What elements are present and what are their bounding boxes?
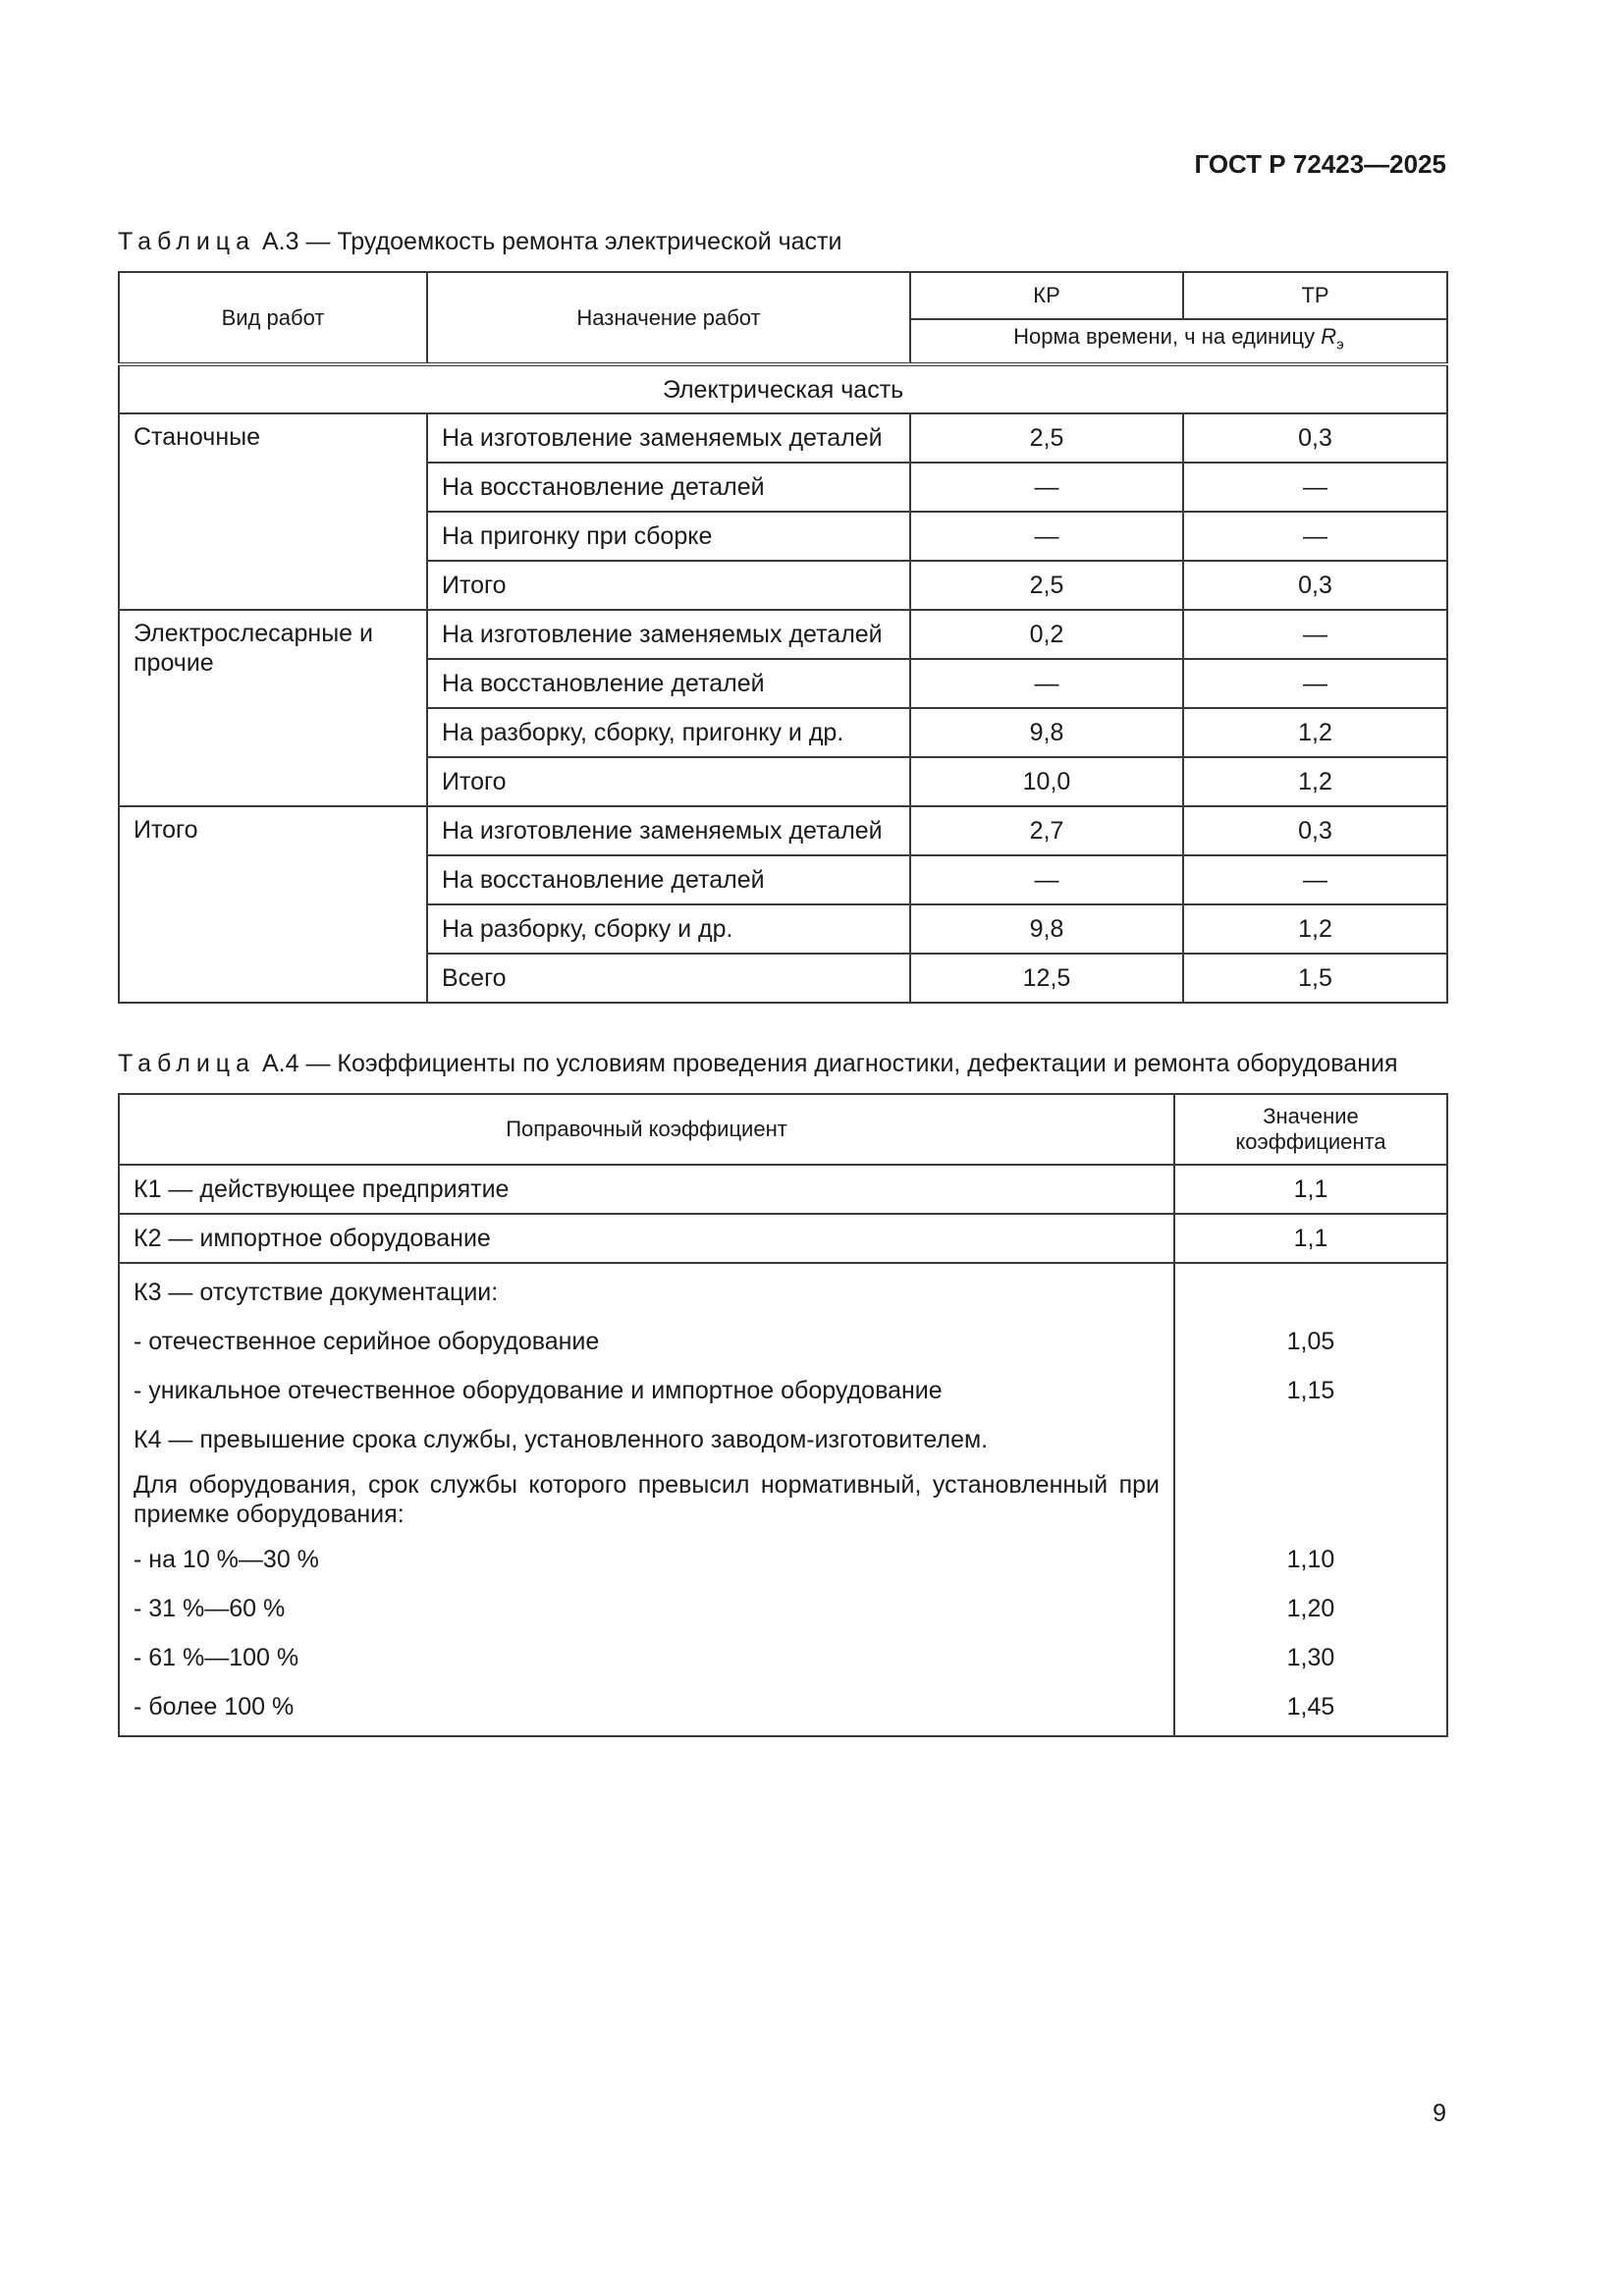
- factor-line: - более 100 %: [134, 1693, 295, 1721]
- factor-cell: К2 — импортное оборудование: [119, 1214, 1174, 1263]
- factor-list-cell: [119, 1263, 1174, 1736]
- purpose-cell: На изготовление заменяемых деталей: [427, 806, 910, 855]
- table-row: [119, 1214, 1447, 1263]
- purpose-cell: На разборку, сборку, пригонку и др.: [427, 708, 910, 757]
- factor-cell: К1 — действующее предприятие: [119, 1165, 1174, 1214]
- tr-cell: —: [1183, 855, 1447, 904]
- purpose-cell: На разборку, сборку и др.: [427, 904, 910, 954]
- factor-line: К4 — превышение срока службы, установленного заводом-изготовителем.: [134, 1426, 989, 1453]
- col-header-work-type: Вид работ: [119, 272, 427, 364]
- table-row: [119, 413, 1447, 463]
- col-header-norm: [910, 319, 1447, 364]
- tr-cell: 0,3: [1183, 561, 1447, 610]
- factor-line: К3 — отсутствие документации:: [134, 1279, 499, 1306]
- table-row: [119, 806, 1447, 855]
- norm-label: Норма времени, ч на единицу: [1013, 324, 1322, 350]
- factor-line: - 31 %—60 %: [134, 1595, 286, 1622]
- kr-cell: 10,0: [910, 757, 1183, 806]
- tr-cell: 0,3: [1183, 806, 1447, 855]
- kr-cell: 2,5: [910, 561, 1183, 610]
- purpose-cell: На восстановление деталей: [427, 659, 910, 708]
- kr-cell: —: [910, 659, 1183, 708]
- purpose-cell: На восстановление деталей: [427, 463, 910, 512]
- value-cell: 1,1: [1174, 1214, 1447, 1263]
- factor-line: - 61 %—100 %: [134, 1644, 299, 1671]
- tr-cell: 0,3: [1183, 413, 1447, 463]
- tr-cell: 1,2: [1183, 904, 1447, 954]
- group-name: Станочные: [119, 413, 427, 610]
- caption-prefix: Таблица: [118, 228, 256, 255]
- table-a4: [118, 1093, 1448, 1737]
- purpose-cell: Всего: [427, 954, 910, 1003]
- norm-unit-sub: э: [1336, 336, 1344, 354]
- table-a4-caption: [118, 1050, 1398, 1078]
- value-line: 1,15: [1286, 1377, 1335, 1404]
- factor-line: - уникальное отечественное оборудование и импортное оборудование: [134, 1377, 943, 1404]
- caption-text: А.3 — Трудоемкость ремонта электрической части: [255, 228, 842, 255]
- section-label: Электрическая часть: [119, 364, 1447, 413]
- kr-cell: 0,2: [910, 610, 1183, 659]
- tr-cell: 1,2: [1183, 757, 1447, 806]
- group-name: Электрослесарные и прочие: [119, 610, 427, 806]
- purpose-cell: Итого: [427, 757, 910, 806]
- kr-cell: 2,5: [910, 413, 1183, 463]
- caption-prefix: Таблица: [118, 1050, 256, 1077]
- value-line: [1189, 1415, 1433, 1464]
- purpose-cell: На пригонку при сборке: [427, 512, 910, 561]
- tr-cell: —: [1183, 463, 1447, 512]
- kr-cell: 2,7: [910, 806, 1183, 855]
- document-code: ГОСТ Р 72423—2025: [1194, 149, 1446, 179]
- purpose-cell: Итого: [427, 561, 910, 610]
- tr-cell: —: [1183, 512, 1447, 561]
- value-line: 1,20: [1286, 1595, 1335, 1622]
- table-row: [119, 1263, 1447, 1736]
- table-row: [119, 610, 1447, 659]
- col-header-factor: Поправочный коэффициент: [119, 1094, 1174, 1165]
- kr-cell: —: [910, 512, 1183, 561]
- kr-cell: 12,5: [910, 954, 1183, 1003]
- value-line: [1189, 1464, 1433, 1535]
- value-cell: 1,1: [1174, 1165, 1447, 1214]
- kr-cell: —: [910, 855, 1183, 904]
- value-line: 1,10: [1286, 1546, 1335, 1573]
- factor-line: - на 10 %—30 %: [134, 1546, 319, 1573]
- purpose-cell: На изготовление заменяемых деталей: [427, 413, 910, 463]
- purpose-cell: На восстановление деталей: [427, 855, 910, 904]
- kr-cell: 9,8: [910, 708, 1183, 757]
- tr-cell: —: [1183, 659, 1447, 708]
- col-header-purpose: Назначение работ: [427, 272, 910, 364]
- value-line: [1189, 1268, 1433, 1317]
- value-line: 1,05: [1286, 1328, 1335, 1355]
- page-number: 9: [1433, 2100, 1446, 2127]
- purpose-cell: На изготовление заменяемых деталей: [427, 610, 910, 659]
- caption-text: А.4 — Коэффициенты по условиям проведения диагностики, дефектации и ремонта оборудования: [255, 1050, 1398, 1077]
- value-list-cell: [1174, 1263, 1447, 1736]
- tr-cell: 1,5: [1183, 954, 1447, 1003]
- kr-cell: 9,8: [910, 904, 1183, 954]
- factor-line: - отечественное серийное оборудование: [134, 1328, 600, 1355]
- table-row: [119, 1165, 1447, 1214]
- tr-cell: —: [1183, 610, 1447, 659]
- group-name: Итого: [119, 806, 427, 1003]
- value-line: 1,30: [1286, 1644, 1335, 1671]
- col-header-tr: ТР: [1183, 272, 1447, 319]
- norm-unit-letter: R: [1321, 324, 1337, 350]
- table-a3: [118, 271, 1448, 1004]
- value-line: 1,45: [1286, 1693, 1335, 1721]
- kr-cell: —: [910, 463, 1183, 512]
- table-a3-caption: [118, 228, 841, 256]
- factor-line: Для оборудования, срок службы которого превысил нормативный, установленный при приемке оборудования:: [134, 1471, 1160, 1528]
- col-header-value: Значение коэффициента: [1174, 1094, 1447, 1165]
- col-header-kr: КР: [910, 272, 1183, 319]
- tr-cell: 1,2: [1183, 708, 1447, 757]
